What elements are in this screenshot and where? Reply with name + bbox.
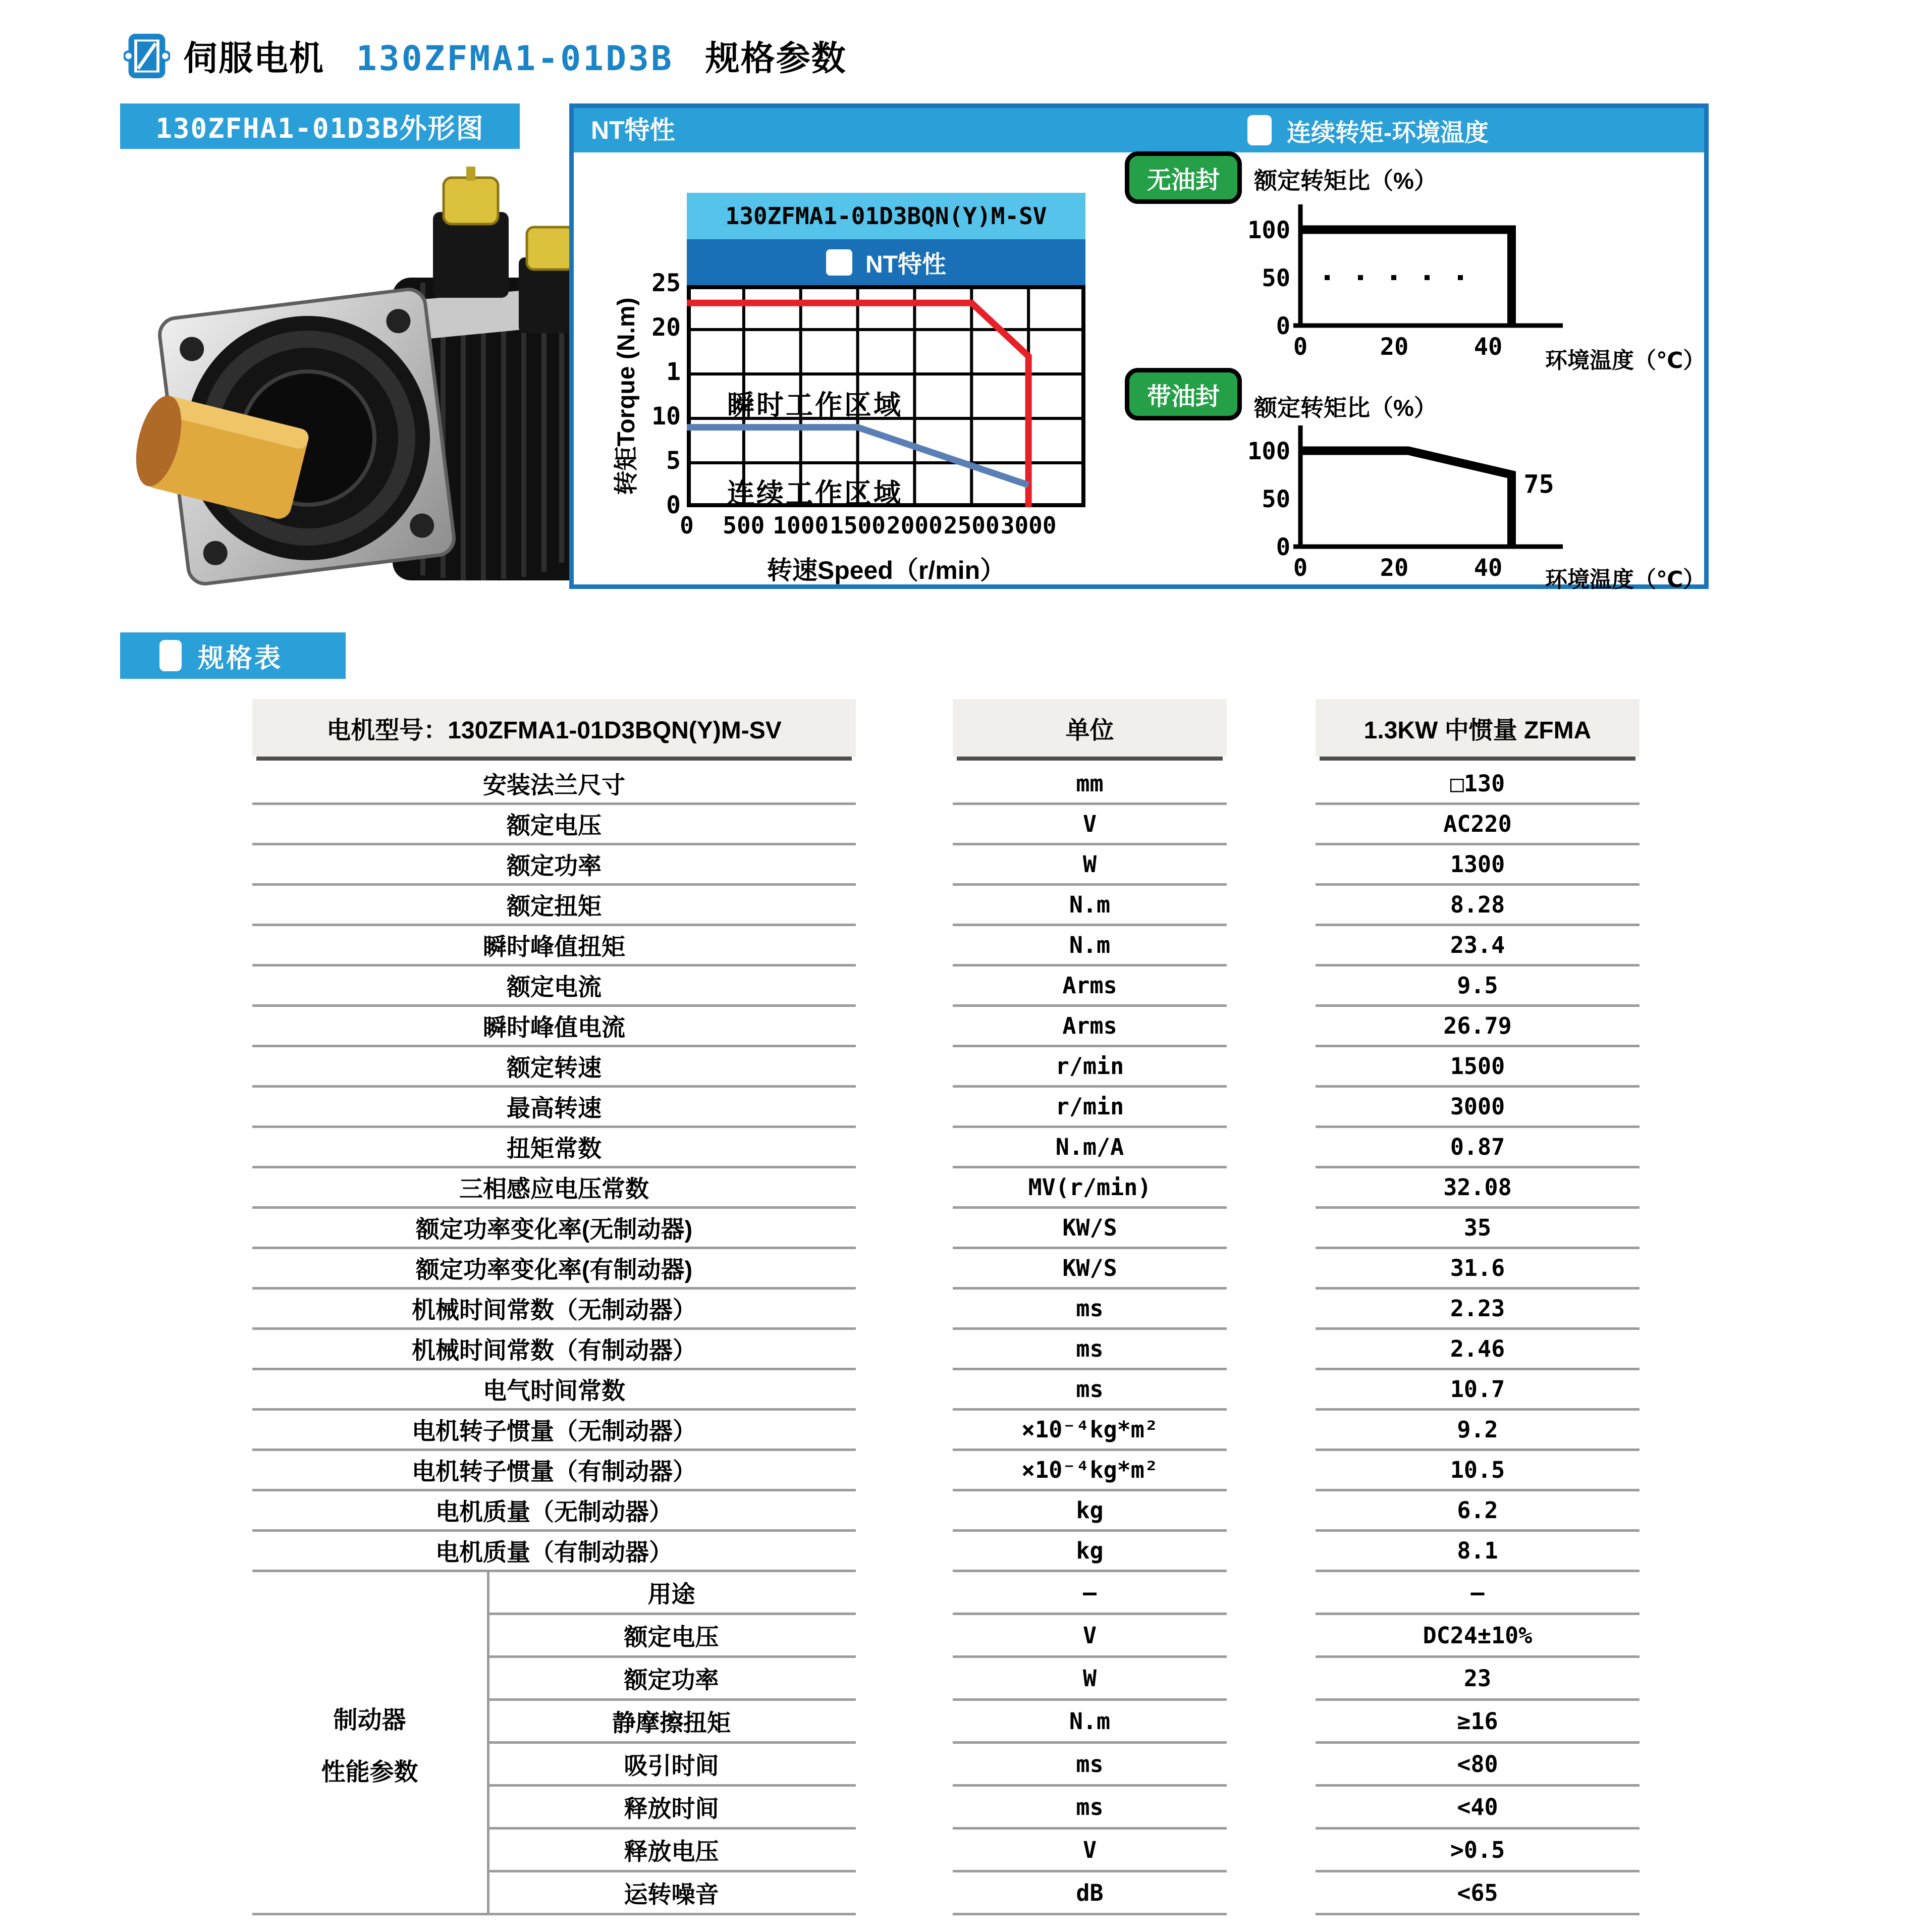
column-gap — [856, 1532, 953, 1572]
param-name-cell: 机械时间常数（有制动器） — [252, 1330, 856, 1370]
column-gap — [1227, 1830, 1316, 1872]
table-row — [252, 926, 1640, 967]
header-unit-cell: 单位 — [953, 699, 1227, 757]
value-cell: 32.08 — [1316, 1168, 1640, 1209]
param-name-cell: 电气时间常数 — [252, 1370, 856, 1411]
nt-chart-subtitle: NT特性 — [865, 251, 946, 278]
column-gap — [856, 765, 953, 805]
value-cell: <40 — [1316, 1787, 1640, 1830]
nt-x-axis-title: 转速Speed（r/min） — [767, 556, 1006, 584]
spec-table-header — [252, 699, 1640, 757]
unit-cell: KW/S — [953, 1209, 1227, 1249]
unit-cell: N.m — [953, 1701, 1227, 1744]
column-gap — [1227, 1411, 1316, 1451]
motor-photo — [120, 151, 597, 593]
param-name-cell: 三相感应电压常数 — [252, 1168, 856, 1209]
value-cell: 10.7 — [1316, 1370, 1640, 1411]
page-header — [124, 31, 847, 80]
svg-text:20: 20 — [1380, 554, 1409, 582]
svg-text:40: 40 — [1473, 554, 1503, 582]
column-gap — [856, 1128, 953, 1168]
value-cell: 23 — [1316, 1658, 1640, 1701]
unit-cell: kg — [953, 1532, 1227, 1572]
param-name-cell: 额定功率变化率(有制动器) — [252, 1249, 856, 1290]
column-gap — [1227, 1451, 1316, 1491]
value-cell: 35 — [1316, 1209, 1640, 1249]
spec-table-main-rows — [252, 765, 1640, 1572]
column-gap — [856, 1830, 953, 1872]
column-gap — [1227, 1168, 1316, 1209]
page-title-model: 130ZFMA1-01D3B — [356, 39, 674, 79]
value-cell: 6.2 — [1316, 1491, 1640, 1532]
nt-x-tick: 1000 — [773, 512, 829, 539]
unit-cell: V — [953, 1830, 1227, 1872]
unit-cell: dB — [953, 1872, 1227, 1915]
nt-chart-model-title: 130ZFMA1-01D3BQN(Y)M-SV — [687, 193, 1085, 239]
unit-cell: Arms — [953, 967, 1227, 1007]
value-cell: <65 — [1316, 1872, 1640, 1915]
svg-text:0: 0 — [1293, 554, 1308, 582]
param-name-cell: 瞬时峰值电流 — [252, 1007, 856, 1047]
column-gap — [856, 967, 953, 1007]
param-name-cell: 额定电流 — [252, 967, 856, 1007]
nt-chart-subtitle-bar — [687, 239, 1085, 285]
column-gap — [1227, 765, 1316, 805]
unit-cell: ×10⁻⁴kg*m² — [953, 1451, 1227, 1491]
panel-title-right — [1247, 108, 1489, 152]
column-gap — [856, 1209, 953, 1249]
svg-text:75: 75 — [1523, 469, 1554, 499]
column-gap — [856, 1047, 953, 1088]
unit-cell: ms — [953, 1787, 1227, 1830]
value-cell: 9.5 — [1316, 967, 1640, 1007]
column-gap — [1227, 1209, 1316, 1249]
param-name-cell: 运转噪音 — [487, 1872, 856, 1915]
panel-title-right-label: 连续转矩-环境温度 — [1287, 119, 1489, 146]
table-row — [252, 1168, 1640, 1209]
white-square-icon — [1247, 115, 1272, 145]
value-cell: 1500 — [1316, 1047, 1640, 1088]
table-row — [252, 1007, 1640, 1047]
white-square-icon — [159, 640, 182, 671]
param-name-cell: 额定转速 — [252, 1047, 856, 1088]
column-gap — [1227, 1249, 1316, 1290]
value-cell: — — [1316, 1572, 1640, 1615]
column-gap — [856, 1370, 953, 1411]
column-gap — [856, 1088, 953, 1128]
param-name-cell: 最高转速 — [252, 1088, 856, 1128]
unit-cell: ms — [953, 1370, 1227, 1411]
unit-cell: mm — [953, 765, 1227, 805]
param-name-cell: 静摩擦扭矩 — [487, 1701, 856, 1744]
page-title-prefix: 伺服电机 — [183, 39, 325, 78]
param-name-cell: 安装法兰尺寸 — [252, 765, 856, 805]
nt-x-tick: 3000 — [1000, 512, 1057, 539]
page-title — [183, 31, 847, 80]
temp-chart2-x-label: 环境温度（℃） — [1545, 567, 1706, 592]
nt-y-tick: 25 — [651, 269, 681, 297]
nt-x-tick: 1500 — [830, 512, 886, 539]
table-row — [252, 1047, 1640, 1088]
column-gap — [1227, 1491, 1316, 1532]
column-gap — [856, 926, 953, 967]
column-gap — [856, 1572, 953, 1615]
no-oil-seal-badge: 无油封 — [1125, 151, 1242, 204]
column-gap — [856, 1330, 953, 1370]
unit-cell: N.m — [953, 926, 1227, 967]
table-row — [252, 967, 1640, 1007]
instant-work-area-label: 瞬时工作区域 — [727, 390, 903, 420]
nt-x-tick: 2500 — [943, 512, 1000, 539]
panel-title-left: NT特性 — [591, 116, 675, 144]
unit-cell: V — [953, 805, 1227, 845]
with-oil-seal-badge: 带油封 — [1125, 368, 1242, 420]
table-row — [252, 1330, 1640, 1370]
brand-motor-icon — [124, 32, 170, 80]
column-gap — [1227, 967, 1316, 1007]
temp-chart2-y-label: 额定转矩比（%） — [1254, 395, 1437, 421]
value-cell: 9.2 — [1316, 1411, 1640, 1451]
temp-chart1-x-label: 环境温度（℃） — [1545, 348, 1706, 373]
param-name-cell: 吸引时间 — [487, 1744, 856, 1787]
value-cell: 3000 — [1316, 1088, 1640, 1128]
unit-cell: ×10⁻⁴kg*m² — [953, 1411, 1227, 1451]
nt-x-tick: 2000 — [887, 512, 943, 539]
unit-cell: N.m — [953, 886, 1227, 926]
svg-text:20: 20 — [1380, 333, 1409, 361]
white-square-icon — [826, 249, 852, 276]
temp-chart-with-seal — [1240, 406, 1573, 588]
table-row — [252, 1532, 1640, 1572]
table-row — [252, 1290, 1640, 1330]
param-name-cell: 电机质量（无制动器） — [252, 1491, 856, 1532]
nt-y-tick: 20 — [651, 313, 681, 342]
value-cell: 31.6 — [1316, 1249, 1640, 1290]
table-row — [252, 886, 1640, 926]
column-gap — [1227, 1744, 1316, 1787]
value-cell: □130 — [1316, 765, 1640, 805]
param-name-cell: 电机转子惯量（无制动器） — [252, 1411, 856, 1451]
nt-y-tick: 10 — [651, 402, 681, 431]
nt-characteristics-panel — [569, 103, 1709, 592]
unit-cell: kg — [953, 1491, 1227, 1532]
unit-cell: r/min — [953, 1047, 1227, 1088]
svg-text:100: 100 — [1247, 438, 1290, 465]
nt-y-tick: 0 — [666, 491, 681, 519]
column-gap — [856, 1007, 953, 1047]
unit-cell: ms — [953, 1744, 1227, 1787]
column-gap — [1227, 1572, 1316, 1615]
param-name-cell: 用途 — [487, 1572, 856, 1615]
column-gap — [1227, 1128, 1316, 1168]
unit-cell: — — [953, 1572, 1227, 1615]
temp-chart1-y-label: 额定转矩比（%） — [1254, 168, 1437, 194]
column-gap — [1227, 1088, 1316, 1128]
param-name-cell: 额定电压 — [487, 1615, 856, 1658]
svg-text:50: 50 — [1262, 486, 1290, 513]
value-cell: DC24±10% — [1316, 1615, 1640, 1658]
unit-cell: W — [953, 845, 1227, 886]
temp-chart-no-seal — [1240, 185, 1573, 367]
value-cell: ≥16 — [1316, 1701, 1640, 1744]
column-gap — [856, 805, 953, 845]
column-gap — [1227, 1370, 1316, 1411]
table-row — [252, 1249, 1640, 1290]
table-row — [252, 1491, 1640, 1532]
column-gap — [856, 1701, 953, 1744]
column-gap — [1227, 1007, 1316, 1047]
param-name-cell: 额定电压 — [252, 805, 856, 845]
column-gap — [1227, 886, 1316, 926]
value-cell: 8.1 — [1316, 1532, 1640, 1572]
table-row — [252, 1451, 1640, 1491]
column-gap — [856, 1872, 953, 1915]
spec-table-badge — [120, 632, 346, 679]
brake-group-label: 制动器 性能参数 — [321, 1707, 418, 1786]
value-cell: 23.4 — [1316, 926, 1640, 967]
nt-y-tick: 1 — [666, 358, 681, 386]
nt-x-tick: 500 — [723, 512, 765, 539]
value-cell: 1300 — [1316, 845, 1640, 886]
param-name-cell: 机械时间常数（无制动器） — [252, 1290, 856, 1330]
svg-text:0: 0 — [1276, 312, 1290, 340]
svg-text:40: 40 — [1473, 333, 1503, 361]
param-name-cell: 额定扭矩 — [252, 886, 856, 926]
column-gap — [1227, 1658, 1316, 1701]
value-cell: 2.46 — [1316, 1330, 1640, 1370]
value-cell: AC220 — [1316, 805, 1640, 845]
column-gap — [1227, 1330, 1316, 1370]
column-gap — [1227, 1047, 1316, 1088]
nt-x-tick: 0 — [680, 512, 694, 539]
value-cell: 8.28 — [1316, 886, 1640, 926]
column-gap — [1227, 926, 1316, 967]
svg-text:0: 0 — [1293, 333, 1308, 361]
unit-cell: V — [953, 1615, 1227, 1658]
column-gap — [856, 1249, 953, 1290]
value-cell: 26.79 — [1316, 1007, 1640, 1047]
page-title-suffix: 规格参数 — [705, 39, 847, 78]
column-gap — [1227, 805, 1316, 845]
value-cell: >0.5 — [1316, 1830, 1640, 1872]
spec-table — [252, 699, 1640, 1915]
brake-parameter-section — [252, 1572, 1640, 1915]
value-cell: 0.87 — [1316, 1128, 1640, 1168]
unit-cell: N.m/A — [953, 1128, 1227, 1168]
column-gap — [856, 1168, 953, 1209]
table-row — [252, 1411, 1640, 1451]
column-gap — [856, 845, 953, 886]
unit-cell: MV(r/min) — [953, 1168, 1227, 1209]
column-gap — [1227, 1290, 1316, 1330]
param-name-cell: 电机转子惯量（有制动器） — [252, 1451, 856, 1491]
svg-text:100: 100 — [1247, 217, 1290, 244]
nt-y-axis-title: 转矩Torque (N.m) — [613, 297, 640, 495]
svg-text:0: 0 — [1276, 533, 1290, 561]
column-gap — [856, 886, 953, 926]
table-row — [252, 1128, 1640, 1168]
table-row — [252, 845, 1640, 886]
column-gap — [856, 1491, 953, 1532]
nt-y-tick: 5 — [666, 447, 681, 475]
unit-cell: ms — [953, 1330, 1227, 1370]
param-name-cell: 瞬时峰值扭矩 — [252, 926, 856, 967]
svg-text:50: 50 — [1262, 264, 1290, 292]
outline-banner: 130ZFHA1-01D3B外形图 — [120, 103, 520, 149]
column-gap — [1227, 1615, 1316, 1658]
table-row — [252, 1209, 1640, 1249]
value-cell: 2.23 — [1316, 1290, 1640, 1330]
param-name-cell: 额定功率 — [252, 845, 856, 886]
param-name-cell: 额定功率 — [487, 1658, 856, 1701]
unit-cell: KW/S — [953, 1249, 1227, 1290]
column-gap — [1227, 1532, 1316, 1572]
table-row — [252, 765, 1640, 805]
header-value-cell: 1.3KW 中惯量 ZFMA — [1316, 699, 1640, 757]
column-gap — [856, 1787, 953, 1830]
unit-cell: r/min — [953, 1088, 1227, 1128]
column-gap — [856, 1451, 953, 1491]
param-name-cell: 扭矩常数 — [252, 1128, 856, 1168]
column-gap — [856, 1615, 953, 1658]
table-row — [252, 1088, 1640, 1128]
unit-cell: W — [953, 1658, 1227, 1701]
unit-cell: Arms — [953, 1007, 1227, 1047]
panel-title-bar — [574, 108, 1704, 152]
column-gap — [1227, 845, 1316, 886]
param-name-cell: 释放时间 — [487, 1787, 856, 1830]
continuous-work-area-label: 连续工作区域 — [727, 478, 903, 509]
column-gap — [856, 1290, 953, 1330]
value-cell: 10.5 — [1316, 1451, 1640, 1491]
column-gap — [856, 1411, 953, 1451]
column-gap — [856, 1658, 953, 1701]
header-model-cell: 电机型号：130ZFMA1-01D3BQN(Y)M-SV — [252, 699, 856, 757]
column-gap — [1227, 1701, 1316, 1744]
table-row — [252, 805, 1640, 845]
param-name-cell: 电机质量（有制动器） — [252, 1532, 856, 1572]
table-row — [252, 1370, 1640, 1411]
spec-table-badge-label: 规格表 — [198, 643, 283, 673]
param-name-cell: 额定功率变化率(无制动器) — [252, 1209, 856, 1249]
param-name-cell: 释放电压 — [487, 1830, 856, 1872]
column-gap — [1227, 1872, 1316, 1915]
unit-cell: ms — [953, 1290, 1227, 1330]
column-gap — [856, 1744, 953, 1787]
column-gap — [1227, 1787, 1316, 1830]
value-cell: <80 — [1316, 1744, 1640, 1787]
